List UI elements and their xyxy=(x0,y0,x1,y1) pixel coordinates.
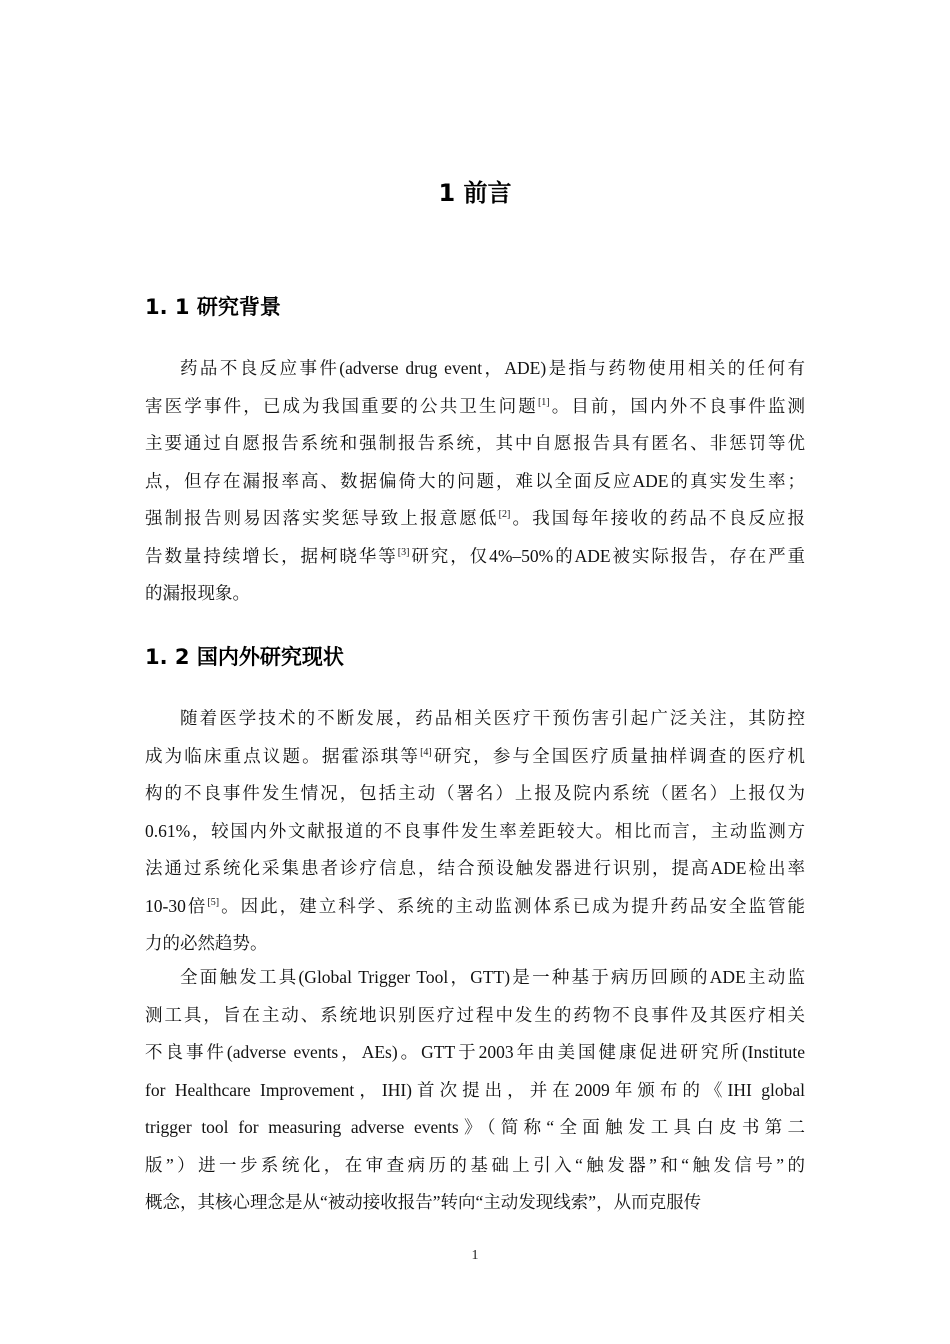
section-heading-research-status: 1. 2 国内外研究现状 xyxy=(145,645,344,669)
citation-reference: [3] xyxy=(397,546,410,558)
text-segment: 构的不良事件发生情况，包括主动（署名）上报及院内系统（匿名）上报仅为 xyxy=(145,783,805,803)
text-line xyxy=(145,925,805,963)
text-segment: 。因此，建立科学、系统的主动监测体系已成为提升药品安全监管能 xyxy=(219,895,805,916)
text-segment: 。目前，国内外不良事件监测 xyxy=(549,395,805,416)
text-line xyxy=(145,959,805,997)
text-segment: 不良事件(adverse events，AEs)。GTT于2003年由美国健康促进研究所(Institute xyxy=(145,1042,805,1062)
text-segment: 的漏报现象。 xyxy=(145,583,250,603)
text-line xyxy=(145,1147,805,1185)
text-segment: 研究，参与全国医疗质量抽样调查的医疗机 xyxy=(431,745,805,766)
text-line xyxy=(145,1184,805,1222)
text-line xyxy=(145,997,805,1035)
text-segment: 版”）进一步系统化，在审查病历的基础上引入“触发器”和“触发信号”的 xyxy=(145,1154,805,1175)
text-segment: 概念，其核心理念是从“被动接收报告”转向“主动发现线索”，从而克服传 xyxy=(145,1192,702,1212)
chapter-title: 1 前言 xyxy=(438,179,512,207)
text-line xyxy=(145,350,805,388)
text-line xyxy=(145,500,805,538)
text-line xyxy=(145,1109,805,1147)
text-line xyxy=(145,738,805,776)
text-line xyxy=(145,388,805,426)
background-paragraph xyxy=(145,350,805,613)
text-segment: 10-30倍 xyxy=(145,895,208,916)
status-paragraph-1 xyxy=(145,700,805,963)
text-segment: 点，但存在漏报率高、数据偏倚大的问题，难以全面反应ADE的真实发生率； xyxy=(145,470,805,491)
text-line xyxy=(145,425,805,463)
text-line xyxy=(145,463,805,501)
text-segment: 害医学事件，已成为我国重要的公共卫生问题 xyxy=(145,395,538,416)
text-line xyxy=(145,538,805,576)
text-segment: 。我国每年接收的药品不良反应报 xyxy=(510,508,805,528)
section-heading-research-background: 1. 1 研究背景 xyxy=(145,295,281,319)
text-line xyxy=(145,813,805,851)
citation-reference: [4] xyxy=(420,746,432,758)
text-segment: 告数量持续增长，据柯晓华等 xyxy=(145,545,398,566)
citation-reference: [5] xyxy=(207,896,220,908)
text-line xyxy=(145,888,805,926)
text-segment: 随着医学技术的不断发展，药品相关医疗干预伤害引起广泛关注，其防控 xyxy=(180,708,805,728)
text-segment: 0.61%，较国内外文献报道的不良事件发生率差距较大。相比而言，主动监测方 xyxy=(145,820,805,841)
text-line xyxy=(145,1034,805,1072)
text-segment: 力的必然趋势。 xyxy=(145,933,268,953)
text-line xyxy=(145,850,805,888)
text-line xyxy=(145,700,805,738)
text-line xyxy=(145,775,805,813)
text-segment: 药品不良反应事件(adverse drug event，ADE)是指与药物使用相关的任何有 xyxy=(180,358,805,378)
text-segment: 全面触发工具(Global Trigger Tool，GTT)是一种基于病历回顾的ADE主动监 xyxy=(180,967,805,987)
text-line xyxy=(145,575,805,613)
text-segment: 测工具，旨在主动、系统地识别医疗过程中发生的药物不良事件及其医疗相关 xyxy=(145,1004,805,1025)
status-paragraph-2 xyxy=(145,959,805,1222)
text-segment: 强制报告则易因落实奖惩导致上报意愿低 xyxy=(145,508,499,528)
citation-reference: [1] xyxy=(537,396,550,408)
text-segment: 法通过系统化采集患者诊疗信息，结合预设触发器进行识别，提高ADE检出率 xyxy=(145,858,805,878)
text-segment: 主要通过自愿报告系统和强制报告系统，其中自愿报告具有匿名、非惩罚等优 xyxy=(145,433,805,453)
text-segment: 成为临床重点议题。据霍添琪等 xyxy=(145,745,421,766)
page-number: 1 xyxy=(471,1248,479,1263)
citation-reference: [2] xyxy=(498,509,511,520)
text-segment: trigger tool for measuring adverse events》（简称“全面触发工具白皮书第二 xyxy=(145,1117,805,1137)
text-segment: for Healthcare Improvement，IHI)首次提出，并在2009年颁布的《IHI global xyxy=(145,1079,805,1100)
text-line xyxy=(145,1072,805,1110)
text-segment: 研究，仅4%–50%的ADE被实际报告，存在严重 xyxy=(409,545,805,566)
